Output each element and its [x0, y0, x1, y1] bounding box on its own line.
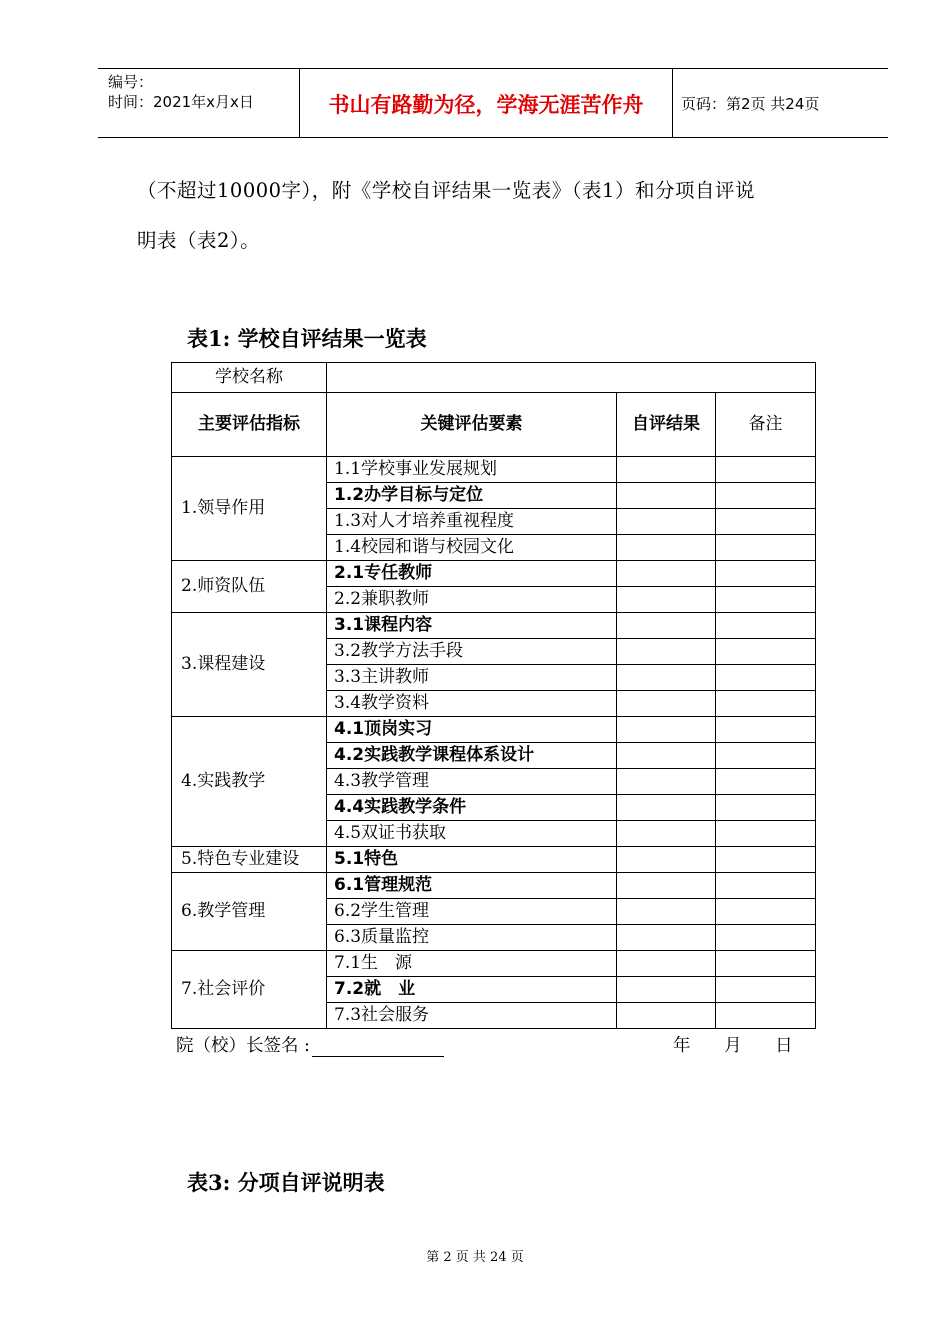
result-cell[interactable]: [617, 873, 716, 899]
remarks-cell[interactable]: [716, 691, 816, 717]
header-right-cell: [673, 69, 888, 137]
signature-date: 年 月 日: [673, 1036, 793, 1056]
page-header: [98, 68, 888, 138]
element-cell: 1.4校园和谐与校园文化: [327, 535, 617, 561]
indicator-cell: 7.社会评价: [172, 951, 327, 1029]
element-cell: 1.3对人才培养重视程度: [327, 509, 617, 535]
table3-title: 表3: 分项自评说明表: [187, 1170, 385, 1195]
element-cell: 1.1学校事业发展规划: [327, 457, 617, 483]
school-name-label: 学校名称: [172, 363, 327, 393]
remarks-cell[interactable]: [716, 509, 816, 535]
element-cell: 2.1专任教师: [327, 561, 617, 587]
table-row: [172, 457, 816, 483]
signature-line[interactable]: [312, 1037, 444, 1057]
result-cell[interactable]: [617, 1003, 716, 1029]
table-header-row: [172, 393, 816, 457]
element-cell: 1.2办学目标与定位: [327, 483, 617, 509]
result-cell[interactable]: [617, 483, 716, 509]
page-footer: 第 2 页 共 24 页: [426, 1250, 524, 1265]
result-cell[interactable]: [617, 821, 716, 847]
result-cell[interactable]: [617, 691, 716, 717]
remarks-cell[interactable]: [716, 847, 816, 873]
header-middle-cell: [300, 69, 673, 137]
element-cell: 4.5双证书获取: [327, 821, 617, 847]
element-cell: 3.4教学资料: [327, 691, 617, 717]
remarks-cell[interactable]: [716, 925, 816, 951]
remarks-cell[interactable]: [716, 977, 816, 1003]
intro-line-1: （不超过10000字），附《学校自评结果一览表》（表1）和分项自评说: [137, 179, 755, 202]
element-cell: 5.1特色: [327, 847, 617, 873]
result-cell[interactable]: [617, 847, 716, 873]
header-motto: 书山有路勤为径，学海无涯苦作舟: [328, 93, 644, 117]
result-cell[interactable]: [617, 795, 716, 821]
school-name-input[interactable]: [327, 363, 816, 393]
remarks-cell[interactable]: [716, 717, 816, 743]
principal-signature: [176, 1032, 444, 1057]
table-row: [172, 951, 816, 977]
remarks-cell[interactable]: [716, 561, 816, 587]
element-cell: 6.1管理规范: [327, 873, 617, 899]
element-cell: 7.2就 业: [327, 977, 617, 1003]
table-row: [172, 873, 816, 899]
result-cell[interactable]: [617, 613, 716, 639]
column-header-indicator: 主要评估指标: [172, 393, 327, 457]
result-cell[interactable]: [617, 977, 716, 1003]
table-row: [172, 717, 816, 743]
element-cell: 2.2兼职教师: [327, 587, 617, 613]
result-cell[interactable]: [617, 509, 716, 535]
result-cell[interactable]: [617, 743, 716, 769]
remarks-cell[interactable]: [716, 1003, 816, 1029]
element-cell: 6.3质量监控: [327, 925, 617, 951]
document-time-label: 时间：2021年x月x日: [108, 93, 254, 111]
school-self-evaluation-table: [171, 362, 816, 1029]
column-header-element: 关键评估要素: [327, 393, 617, 457]
remarks-cell[interactable]: [716, 587, 816, 613]
remarks-cell[interactable]: [716, 457, 816, 483]
result-cell[interactable]: [617, 457, 716, 483]
remarks-cell[interactable]: [716, 951, 816, 977]
school-name-row: [172, 363, 816, 393]
element-cell: 3.2教学方法手段: [327, 639, 617, 665]
column-header-remarks: 备注: [716, 393, 816, 457]
result-cell[interactable]: [617, 587, 716, 613]
element-cell: 4.1顶岗实习: [327, 717, 617, 743]
remarks-cell[interactable]: [716, 769, 816, 795]
element-cell: 7.1生 源: [327, 951, 617, 977]
element-cell: 3.3主讲教师: [327, 665, 617, 691]
result-cell[interactable]: [617, 769, 716, 795]
header-left-cell: [98, 69, 300, 137]
indicator-cell: 5.特色专业建设: [172, 847, 327, 873]
remarks-cell[interactable]: [716, 795, 816, 821]
intro-line-2: 明表（表2）。: [137, 229, 261, 252]
remarks-cell[interactable]: [716, 613, 816, 639]
document-number-label: 编号：: [108, 73, 154, 91]
table-row: [172, 847, 816, 873]
table1-title: 表1: 学校自评结果一览表: [187, 326, 427, 351]
result-cell[interactable]: [617, 665, 716, 691]
result-cell[interactable]: [617, 951, 716, 977]
result-cell[interactable]: [617, 925, 716, 951]
remarks-cell[interactable]: [716, 821, 816, 847]
result-cell[interactable]: [617, 535, 716, 561]
element-cell: 4.4实践教学条件: [327, 795, 617, 821]
result-cell[interactable]: [617, 639, 716, 665]
indicator-cell: 1.领导作用: [172, 457, 327, 561]
remarks-cell[interactable]: [716, 873, 816, 899]
remarks-cell[interactable]: [716, 483, 816, 509]
remarks-cell[interactable]: [716, 639, 816, 665]
result-cell[interactable]: [617, 717, 716, 743]
indicator-cell: 4.实践教学: [172, 717, 327, 847]
signature-label: 院（校）长签名 :: [176, 1036, 310, 1056]
indicator-cell: 3.课程建设: [172, 613, 327, 717]
indicator-cell: 6.教学管理: [172, 873, 327, 951]
element-cell: 4.2实践教学课程体系设计: [327, 743, 617, 769]
table-row: [172, 613, 816, 639]
header-page-info: 页码：第2页 共24页: [681, 95, 820, 113]
column-header-result: 自评结果: [617, 393, 716, 457]
table-row: [172, 561, 816, 587]
remarks-cell[interactable]: [716, 535, 816, 561]
element-cell: 3.1课程内容: [327, 613, 617, 639]
element-cell: 4.3教学管理: [327, 769, 617, 795]
indicator-cell: 2.师资队伍: [172, 561, 327, 613]
remarks-cell[interactable]: [716, 743, 816, 769]
remarks-cell[interactable]: [716, 899, 816, 925]
result-cell[interactable]: [617, 561, 716, 587]
element-cell: 7.3社会服务: [327, 1003, 617, 1029]
result-cell[interactable]: [617, 899, 716, 925]
element-cell: 6.2学生管理: [327, 899, 617, 925]
remarks-cell[interactable]: [716, 665, 816, 691]
